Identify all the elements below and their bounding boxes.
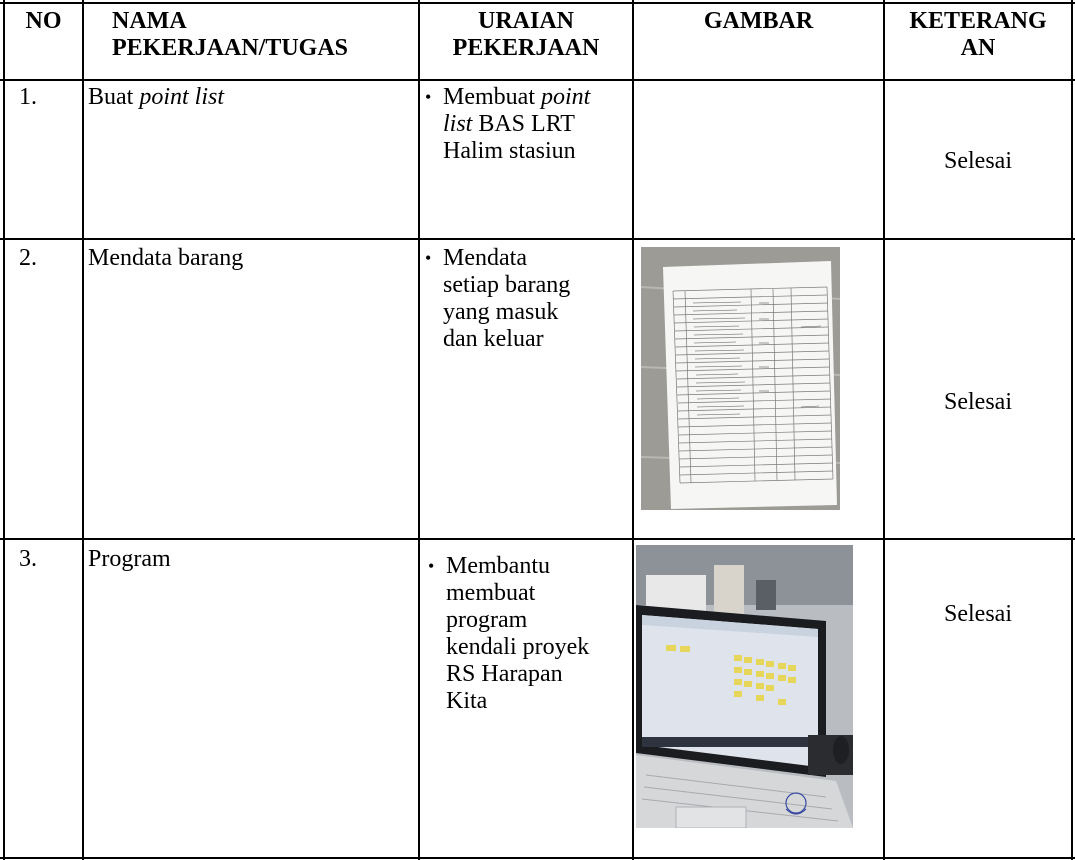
row-1-keterangan: Selesai xyxy=(944,148,1012,174)
row-2-nama: Mendata barang xyxy=(88,245,244,271)
laptop-program-image xyxy=(636,545,853,828)
row-border xyxy=(0,2,1075,4)
header-uraian-line2: PEKERJAAN xyxy=(452,35,600,61)
row-2-uraian xyxy=(425,245,630,353)
row-1-uraian xyxy=(425,84,630,165)
row-1-no: 1. xyxy=(19,84,37,110)
col-border xyxy=(1071,0,1073,860)
row-2-uraian-line: dan keluar xyxy=(443,326,544,352)
row-2-uraian-line: Mendata xyxy=(443,245,527,271)
header-nama xyxy=(112,8,412,62)
row-1-uraian-l1-italic: point xyxy=(540,84,591,110)
row-border xyxy=(0,238,1075,240)
row-1-nama-italic: point list xyxy=(139,84,225,110)
header-uraian xyxy=(420,8,632,62)
col-border xyxy=(82,0,84,860)
row-3-uraian-line: kendali proyek xyxy=(446,634,590,660)
laptop-program-photo xyxy=(636,545,853,828)
col-border xyxy=(632,0,634,860)
row-1-uraian-l3: Halim stasiun xyxy=(443,138,576,164)
row-3-uraian xyxy=(428,553,630,715)
row-2-uraian-line: yang masuk xyxy=(443,299,559,325)
col-border xyxy=(883,0,885,860)
bullet-icon: • xyxy=(425,87,432,107)
bullet-icon: • xyxy=(425,248,432,268)
row-1-uraian-l2: BAS LRT xyxy=(472,111,575,137)
header-keterangan xyxy=(885,8,1071,62)
header-no: NO xyxy=(25,8,62,34)
row-3-nama: Program xyxy=(88,546,171,572)
header-uraian-line1: URAIAN xyxy=(478,8,574,34)
row-3-keterangan: Selesai xyxy=(944,601,1012,627)
row-1-nama-plain: Buat xyxy=(88,84,140,110)
row-3-uraian-line: program xyxy=(446,607,528,633)
header-nama-line1: NAMA xyxy=(112,8,187,34)
header-gambar: GAMBAR xyxy=(703,8,814,34)
row-3-no: 3. xyxy=(19,546,37,572)
row-2-uraian-line: setiap barang xyxy=(443,272,571,298)
row-1-uraian-l1: Membuat xyxy=(443,84,541,110)
row-border xyxy=(0,857,1075,859)
row-2-keterangan: Selesai xyxy=(944,389,1012,415)
header-nama-line2: PEKERJAAN/TUGAS xyxy=(112,35,349,61)
row-1-nama xyxy=(88,84,224,111)
row-3-uraian-line: Kita xyxy=(446,688,488,714)
bullet-icon: • xyxy=(428,556,435,576)
row-border xyxy=(0,538,1075,540)
row-2-no: 2. xyxy=(19,245,37,271)
row-3-uraian-line: RS Harapan xyxy=(446,661,563,687)
inventory-sheet-photo xyxy=(641,247,840,510)
col-border xyxy=(418,0,420,860)
inventory-sheet-image xyxy=(641,247,840,510)
header-keterangan-line2: AN xyxy=(960,35,996,61)
row-border xyxy=(0,79,1075,81)
row-1-uraian-l2-italic: list xyxy=(443,111,473,137)
row-3-uraian-line: Membantu xyxy=(446,553,550,579)
header-keterangan-line1: KETERANG xyxy=(909,8,1047,34)
row-3-uraian-line: membuat xyxy=(446,580,536,606)
col-border xyxy=(3,0,5,860)
